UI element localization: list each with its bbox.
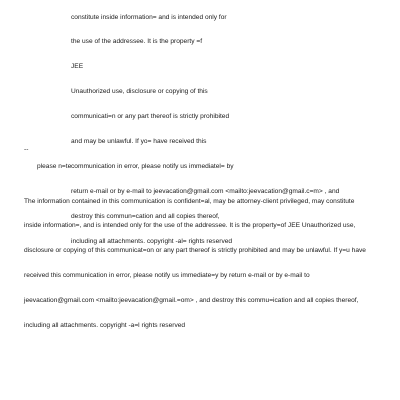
please-note-line: please n=te xyxy=(37,163,72,170)
text-line: inside information=, and is intended only for the use of the addressee. It is the property=of JEE Unauthorized use, xyxy=(24,222,356,230)
text-line: destroy this commun=cation and all copies thereof, xyxy=(71,212,220,220)
text-line: including all attachments. copyright -a=l rights reserved xyxy=(24,322,186,330)
text-line: including all attachments. copyright -al= rights reserved xyxy=(71,237,233,245)
text-line: disclosure or copying of this communicat=on or any part thereof is strictly prohibited and may be unlawful. If y=u have xyxy=(24,247,366,255)
text-line: jeevacation@gmail.com <mailto:jeevacation@gmail.=om> , and destroy this commu=ication and all copies thereof, xyxy=(24,297,359,305)
text-line: return e-mail or by e-mail to jeevacation@gmail.com <mailto:jeevacation@gmail.c=m> , and xyxy=(71,187,340,195)
text-line: and may be unlawful. If yo= have received this xyxy=(71,138,207,146)
text-line: Unauthorized use, disclosure or copying of this xyxy=(71,88,208,96)
text-line: constitute inside information= and is intended only for xyxy=(71,13,227,21)
bottom-disclaimer-block xyxy=(24,181,366,339)
text-line: JEE xyxy=(71,63,84,71)
signature-separator: -- xyxy=(24,146,29,153)
text-line: The information contained in this communication is confident=al, may be attorney-client privileged, may constitute xyxy=(24,197,355,205)
text-line: communicati=n or any part thereof is strictly prohibited xyxy=(71,113,230,121)
text-line: the use of the addressee. It is the property =f xyxy=(71,38,203,46)
text-line: received this communication in error, please notify us immediate=y by return e-mail or by e-mail to xyxy=(24,272,310,280)
text-line: communication in error, please notify us immediatel= by xyxy=(71,162,234,170)
